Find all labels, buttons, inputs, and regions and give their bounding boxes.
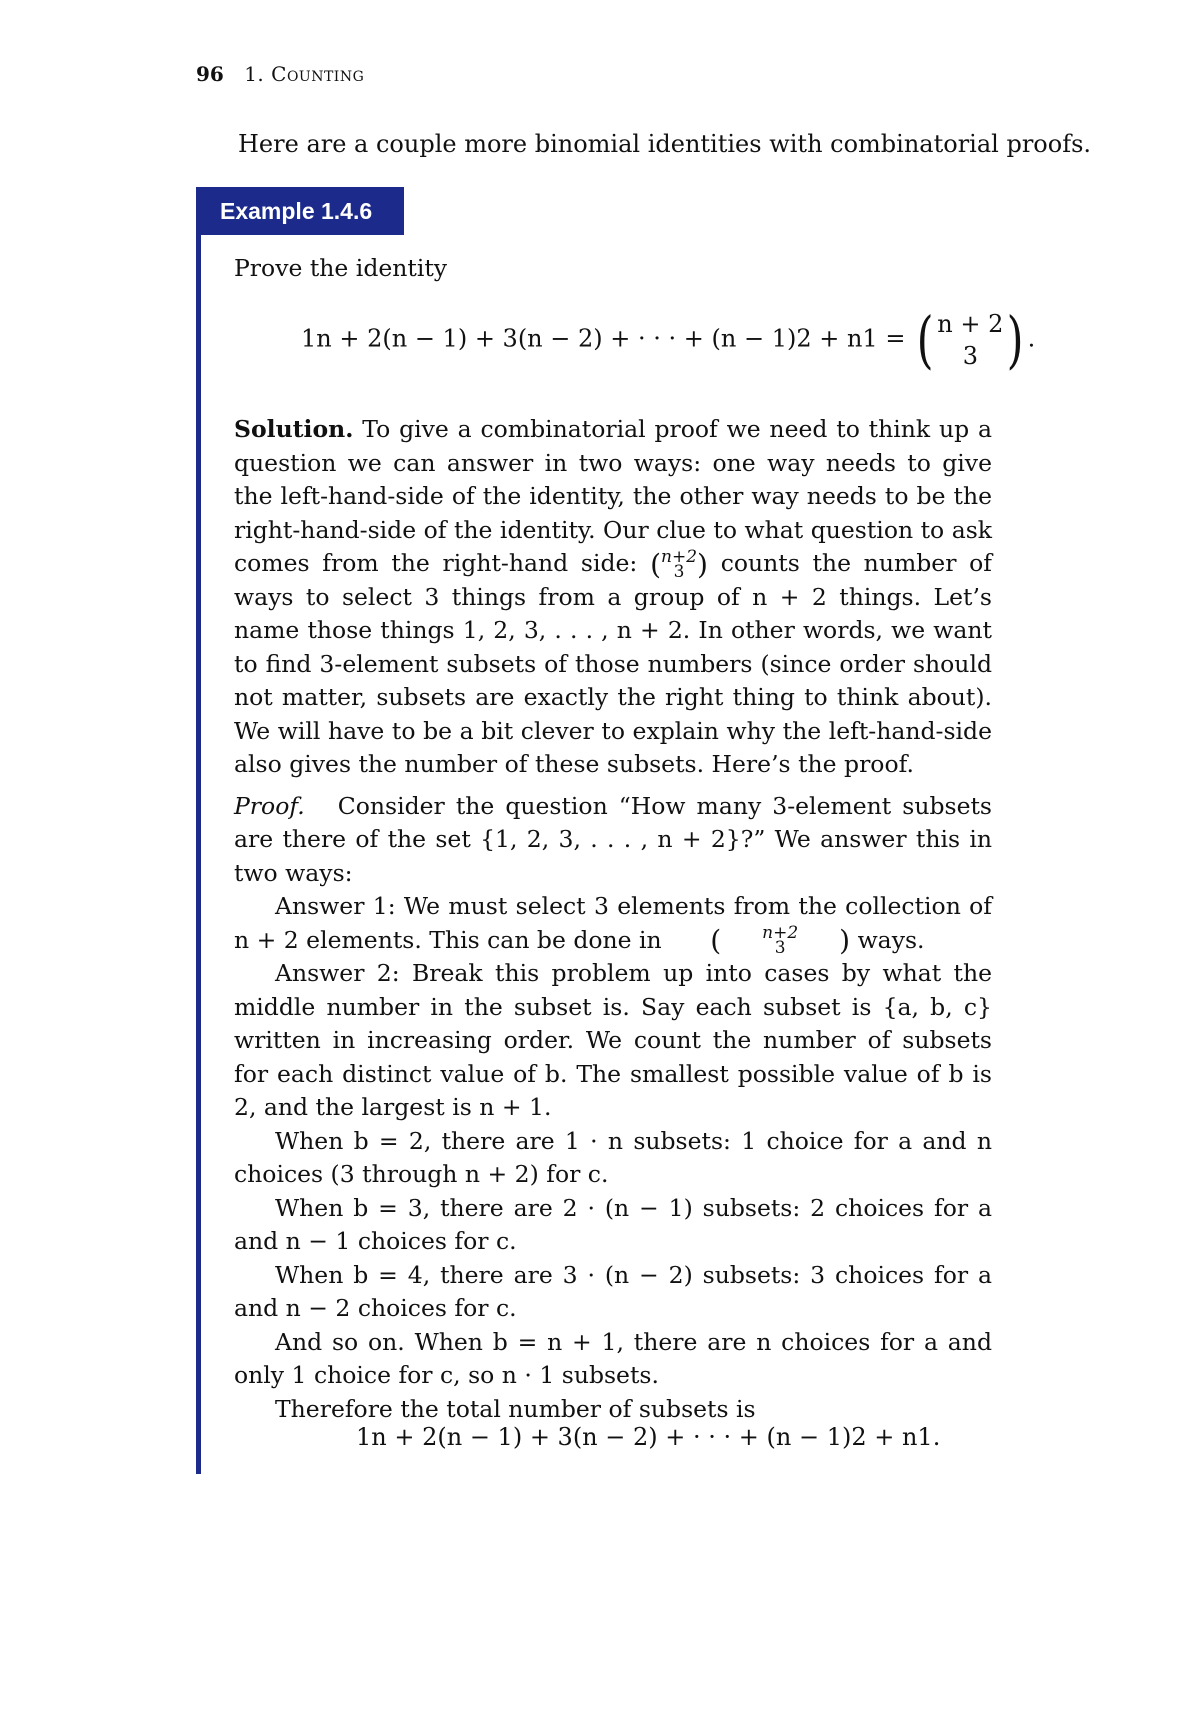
answer-1 (234, 890, 992, 957)
proof-paragraph (234, 790, 992, 891)
inline-binomial: ( n+2 3 ) (650, 546, 708, 582)
answer-2: Answer 2: Break this problem up into cases by what the middle number in the subset is. Say each subset is {a, b, c} written in increasing order. We count the number of subsets for each distinct value of b. The smallest possible value of b is 2, and the largest is n + 1. (234, 959, 992, 1121)
answer-1-end: ways. (857, 925, 925, 954)
case-b-equals-2: When b = 2, there are 1 · n subsets: 1 choice for a and n choices (3 through n + 2) for c. (234, 1126, 992, 1188)
running-header (196, 62, 364, 86)
right-paren: ) (1007, 303, 1024, 376)
solution-label: Solution. (234, 415, 354, 443)
chapter-title: 1. Counting (244, 62, 365, 86)
binomial-bottom: 3 (962, 342, 978, 370)
case-b-equals-4: When b = 4, there are 3 · (n − 2) subsets: 3 choices for a and n − 2 choices for c. (234, 1260, 992, 1322)
solution-block (234, 413, 992, 1426)
case-b-equals-3: When b = 3, there are 2 · (n − 1) subsets: 2 choices for a and n − 1 choices for c. (234, 1193, 992, 1255)
answer-1-text: Answer 1: We must select 3 elements from the collection of n + 2 elements. This can be done in (234, 892, 992, 954)
example-prompt: Prove the identity (234, 254, 448, 282)
proof-text: Consider the question “How many 3-element subsets are there of the set {1, 2, 3, . . . , n + 2}?” We answer this in two ways: (234, 791, 992, 887)
left-paren: ( (916, 303, 934, 376)
identity-lhs: 1n + 2(n − 1) + 3(n − 2) + · · · + (n − 1)2 + n1 = (301, 324, 906, 353)
binomial-stack (937, 308, 1003, 372)
inline-binomial-bottom: 3 (673, 561, 685, 582)
case-last: And so on. When b = n + 1, there are n choices for a and only 1 choice for c, so n · 1 subsets. (234, 1327, 992, 1389)
total-sum-equation: 1n + 2(n − 1) + 3(n − 2) + · · · + (n − 1)2 + n1. (356, 1423, 941, 1451)
solution-paragraph (234, 413, 992, 782)
example-side-bar (196, 187, 201, 1474)
identity-period: . (1027, 324, 1036, 353)
inline-binomial-2: ( n+2 3 ) (710, 923, 851, 958)
inline-binomial-top: n+2 (661, 546, 698, 567)
therefore-line: Therefore the total number of subsets is (275, 1394, 756, 1423)
solution-text-1: To give a combinatorial proof we need to think up a question we can answer in two ways: one way needs to give the left-hand-side of the identity, the other way needs to be the right-hand-side of the identity. Our clue to what question to ask comes from the right-hand side: (234, 415, 992, 577)
intro-sentence: Here are a couple more binomial identities with combinatorial proofs. (238, 130, 1092, 158)
binomial-top: n + 2 (937, 310, 1004, 338)
example-title: Example 1.4.6 (196, 187, 404, 235)
page-number: 96 (196, 62, 224, 86)
proof-label: Proof. (234, 791, 305, 820)
identity-equation (301, 303, 1036, 376)
solution-text-2: counts the number of ways to select 3 things from a group of n + 2 things. Let’s name those things 1, 2, 3, . . . , n + 2. In other words, we want to find 3-element subsets of those numbers (since order should not matter, subsets are exactly the right thing to think about). We will have to be a bit clever to explain why the left-hand-side also gives the number of these subsets. Here’s the proof. (234, 549, 992, 778)
identity-binomial (913, 303, 1028, 376)
